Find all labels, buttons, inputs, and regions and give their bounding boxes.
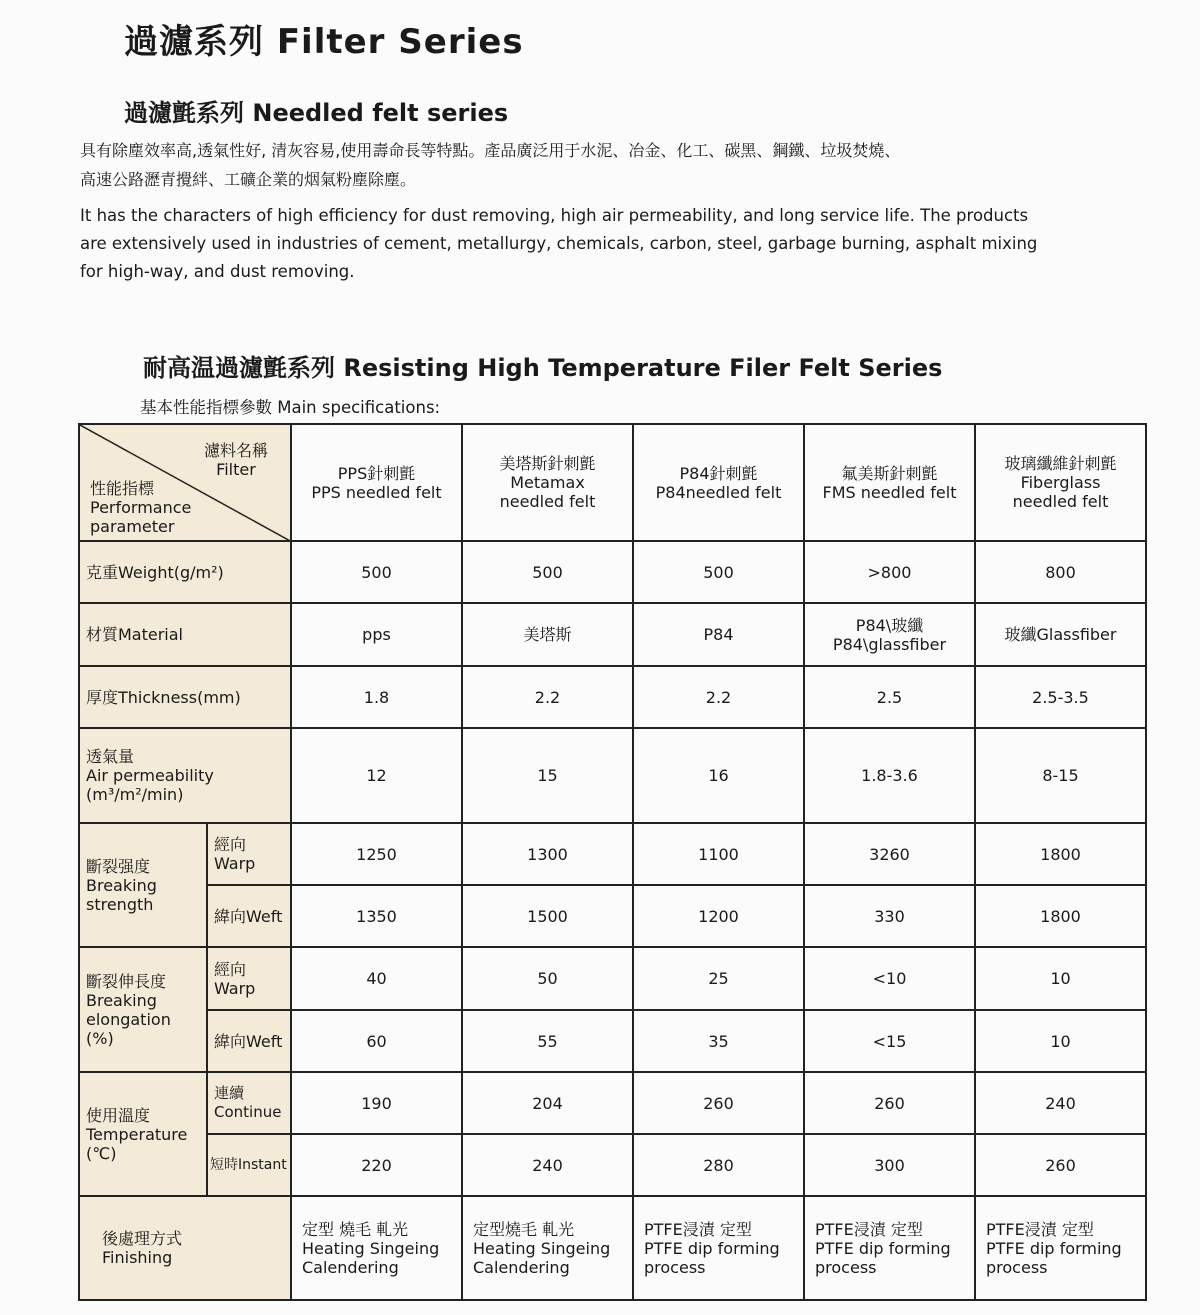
table-cell: 220 xyxy=(291,1134,462,1196)
table-cell: 2.2 xyxy=(633,666,804,728)
table-cell: 500 xyxy=(291,541,462,603)
table-row xyxy=(79,728,1146,823)
table-cell: P84\玻纖 P84\glassfiber xyxy=(804,603,975,666)
table-cell: PTFE浸漬 定型 PTFE dip forming process xyxy=(633,1196,804,1300)
table-cell: 55 xyxy=(462,1010,633,1072)
sub-row-label: 連續 Continue xyxy=(207,1072,291,1134)
intro-en-line: are extensively used in industries of cement, metallurgy, chemicals, carbon, steel, garbage burning, asphalt mixing xyxy=(80,234,1038,253)
intro-en-line: It has the characters of high efficiency for dust removing, high air permeability, and long service life. The products xyxy=(80,206,1029,225)
row-label: 透氣量 Air permeability (m³/m²/min) xyxy=(79,728,291,823)
table-cell: 280 xyxy=(633,1134,804,1196)
table-cell: 1300 xyxy=(462,823,633,885)
table-cell: 1800 xyxy=(975,885,1146,947)
corner-parameter-label: 性能指標 Performance parameter xyxy=(90,479,192,536)
table-cell: 260 xyxy=(633,1072,804,1134)
table-cell: 50 xyxy=(462,947,633,1010)
table-row xyxy=(79,541,1146,603)
sub-row-label: 緯向Weft xyxy=(207,1010,291,1072)
row-label: 厚度Thickness(mm) xyxy=(79,666,291,728)
row-label: 斷裂伸長度 Breaking elongation (%) xyxy=(79,947,207,1072)
table-row xyxy=(79,947,1146,1010)
sub-row-label: 緯向Weft xyxy=(207,885,291,947)
table-cell: 2.5-3.5 xyxy=(975,666,1146,728)
column-header: 氟美斯針刺氈 FMS needled felt xyxy=(804,424,975,541)
table-cell: 定型 燒毛 軋光 Heating Singeing Calendering xyxy=(291,1196,462,1300)
table-cell: 玻纖Glassfiber xyxy=(975,603,1146,666)
page-title: 過濾系列 Filter Series xyxy=(124,22,524,62)
table-cell: 2.2 xyxy=(462,666,633,728)
table-cell: 1200 xyxy=(633,885,804,947)
table-cell: 35 xyxy=(633,1010,804,1072)
table-cell: PTFE浸漬 定型 PTFE dip forming process xyxy=(975,1196,1146,1300)
sub-row-label: 經向Warp xyxy=(207,823,291,885)
table-cell: 2.5 xyxy=(804,666,975,728)
table-cell: 1800 xyxy=(975,823,1146,885)
column-header: P84針刺氈 P84needled felt xyxy=(633,424,804,541)
table-header-row xyxy=(79,424,1146,541)
corner-filter-label: 濾料名稱 Filter xyxy=(203,441,268,479)
table-cell: 10 xyxy=(975,1010,1146,1072)
table-row xyxy=(79,1196,1146,1300)
table-cell: 500 xyxy=(633,541,804,603)
table-cell: 260 xyxy=(804,1072,975,1134)
table-cell: 8-15 xyxy=(975,728,1146,823)
sub-row-label: 短時Instant xyxy=(207,1134,291,1196)
table-cell: 260 xyxy=(975,1134,1146,1196)
table-cell: <10 xyxy=(804,947,975,1010)
table-cell: 美塔斯 xyxy=(462,603,633,666)
table-cell: pps xyxy=(291,603,462,666)
table-cell: 12 xyxy=(291,728,462,823)
header-corner-cell xyxy=(79,424,291,541)
table-cell: 800 xyxy=(975,541,1146,603)
sub-row-label: 經向Warp xyxy=(207,947,291,1010)
column-header: 美塔斯針刺氈 Metamax needled felt xyxy=(462,424,633,541)
table-row xyxy=(79,885,1146,947)
table-cell: 1.8-3.6 xyxy=(804,728,975,823)
table-cell: 定型燒毛 軋光 Heating Singeing Calendering xyxy=(462,1196,633,1300)
intro-chinese xyxy=(80,136,1160,194)
table-cell: 25 xyxy=(633,947,804,1010)
column-header: 玻璃纖維針刺氈 Fiberglass needled felt xyxy=(975,424,1146,541)
table-cell: <15 xyxy=(804,1010,975,1072)
table-row xyxy=(79,1010,1146,1072)
table-cell: 3260 xyxy=(804,823,975,885)
intro-cn-line: 具有除塵效率高,透氣性好, 清灰容易,使用壽命長等特點。產品廣泛用于水泥、冶金、化工、碳黑、鋼鐵、垃圾焚燒、 xyxy=(80,141,901,160)
table-cell: 10 xyxy=(975,947,1146,1010)
section-title: 耐高温過濾氈系列 Resisting High Temperature Filer Felt Series xyxy=(143,354,943,382)
row-label: 使用溫度 Temperature (℃) xyxy=(79,1072,207,1196)
table-cell: 240 xyxy=(975,1072,1146,1134)
table-cell: 1100 xyxy=(633,823,804,885)
table-cell: 500 xyxy=(462,541,633,603)
spec-label: 基本性能指標參數 Main specifications: xyxy=(140,398,441,417)
table-row xyxy=(79,823,1146,885)
column-header: PPS針刺氈 PPS needled felt xyxy=(291,424,462,541)
spec-table xyxy=(78,423,1147,1301)
table-cell: 1350 xyxy=(291,885,462,947)
table-cell: 1.8 xyxy=(291,666,462,728)
table-cell: 60 xyxy=(291,1010,462,1072)
table-row xyxy=(79,1134,1146,1196)
row-label: 斷裂强度 Breaking strength xyxy=(79,823,207,947)
table-row xyxy=(79,1072,1146,1134)
subtitle: 過濾氈系列 Needled felt series xyxy=(124,99,509,127)
table-cell: >800 xyxy=(804,541,975,603)
table-cell: P84 xyxy=(633,603,804,666)
table-cell: 330 xyxy=(804,885,975,947)
table-cell: 15 xyxy=(462,728,633,823)
table-cell: 204 xyxy=(462,1072,633,1134)
row-label: 材質Material xyxy=(79,603,291,666)
table-cell: 40 xyxy=(291,947,462,1010)
row-label: 克重Weight(g/m²) xyxy=(79,541,291,603)
table-cell: PTFE浸漬 定型 PTFE dip forming process xyxy=(804,1196,975,1300)
table-cell: 1500 xyxy=(462,885,633,947)
table-cell: 240 xyxy=(462,1134,633,1196)
table-row xyxy=(79,666,1146,728)
table-row xyxy=(79,603,1146,666)
intro-en-line: for high-way, and dust removing. xyxy=(80,262,355,281)
table-cell: 300 xyxy=(804,1134,975,1196)
table-cell: 190 xyxy=(291,1072,462,1134)
intro-english xyxy=(80,202,1160,286)
table-cell: 1250 xyxy=(291,823,462,885)
row-label: 後處理方式 Finishing xyxy=(79,1196,291,1300)
intro-cn-line: 高速公路瀝青攪絆、工礦企業的烟氣粉塵除塵。 xyxy=(80,170,417,189)
table-cell: 16 xyxy=(633,728,804,823)
